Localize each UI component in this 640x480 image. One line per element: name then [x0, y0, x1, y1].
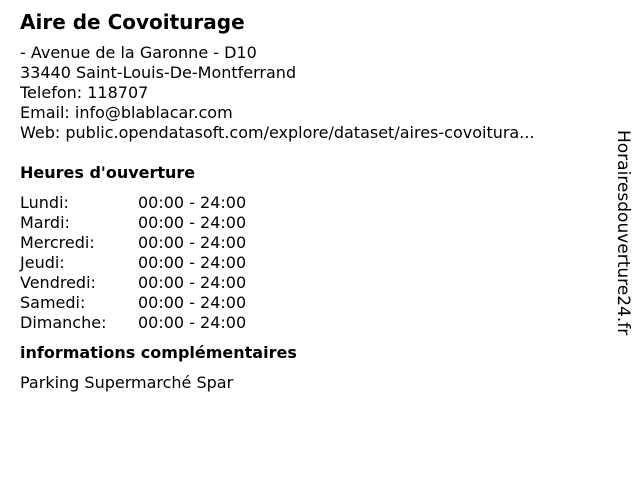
additional-info-text: Parking Supermarché Spar [20, 373, 234, 392]
hours-row [20, 293, 600, 313]
email-text: Email: info@blablacar.com [20, 103, 233, 122]
address-block [20, 43, 600, 143]
additional-info-heading: informations complémentaires [20, 343, 297, 362]
hours-day: Mercredi: [20, 233, 95, 252]
hours-time: 00:00 - 24:00 [138, 213, 247, 232]
hours-row [20, 213, 600, 233]
address-city: 33440 Saint-Louis-De-Montferrand [20, 63, 297, 82]
hours-day: Samedi: [20, 293, 86, 312]
opening-hours-table [20, 193, 600, 333]
site-watermark: Horairesdouverture24.fr [613, 130, 633, 336]
hours-day: Dimanche: [20, 313, 107, 332]
hours-row [20, 313, 600, 333]
hours-day: Mardi: [20, 213, 70, 232]
hours-row [20, 233, 600, 253]
hours-row [20, 273, 600, 293]
hours-time: 00:00 - 24:00 [138, 313, 247, 332]
hours-time: 00:00 - 24:00 [138, 193, 247, 212]
web-text: Web: public.opendatasoft.com/explore/dataset/aires-covoitura... [20, 123, 535, 142]
hours-day: Vendredi: [20, 273, 96, 292]
hours-row [20, 253, 600, 273]
phone-text: Telefon: 118707 [20, 83, 149, 102]
place-card [20, 10, 600, 393]
hours-time: 00:00 - 24:00 [138, 253, 247, 272]
hours-time: 00:00 - 24:00 [138, 273, 247, 292]
hours-day: Lundi: [20, 193, 69, 212]
opening-hours-heading: Heures d'ouverture [20, 163, 196, 182]
hours-time: 00:00 - 24:00 [138, 293, 247, 312]
place-title: Aire de Covoiturage [20, 10, 245, 34]
address-street: - Avenue de la Garonne - D10 [20, 43, 257, 62]
hours-day: Jeudi: [20, 253, 65, 272]
hours-row [20, 193, 600, 213]
hours-time: 00:00 - 24:00 [138, 233, 247, 252]
